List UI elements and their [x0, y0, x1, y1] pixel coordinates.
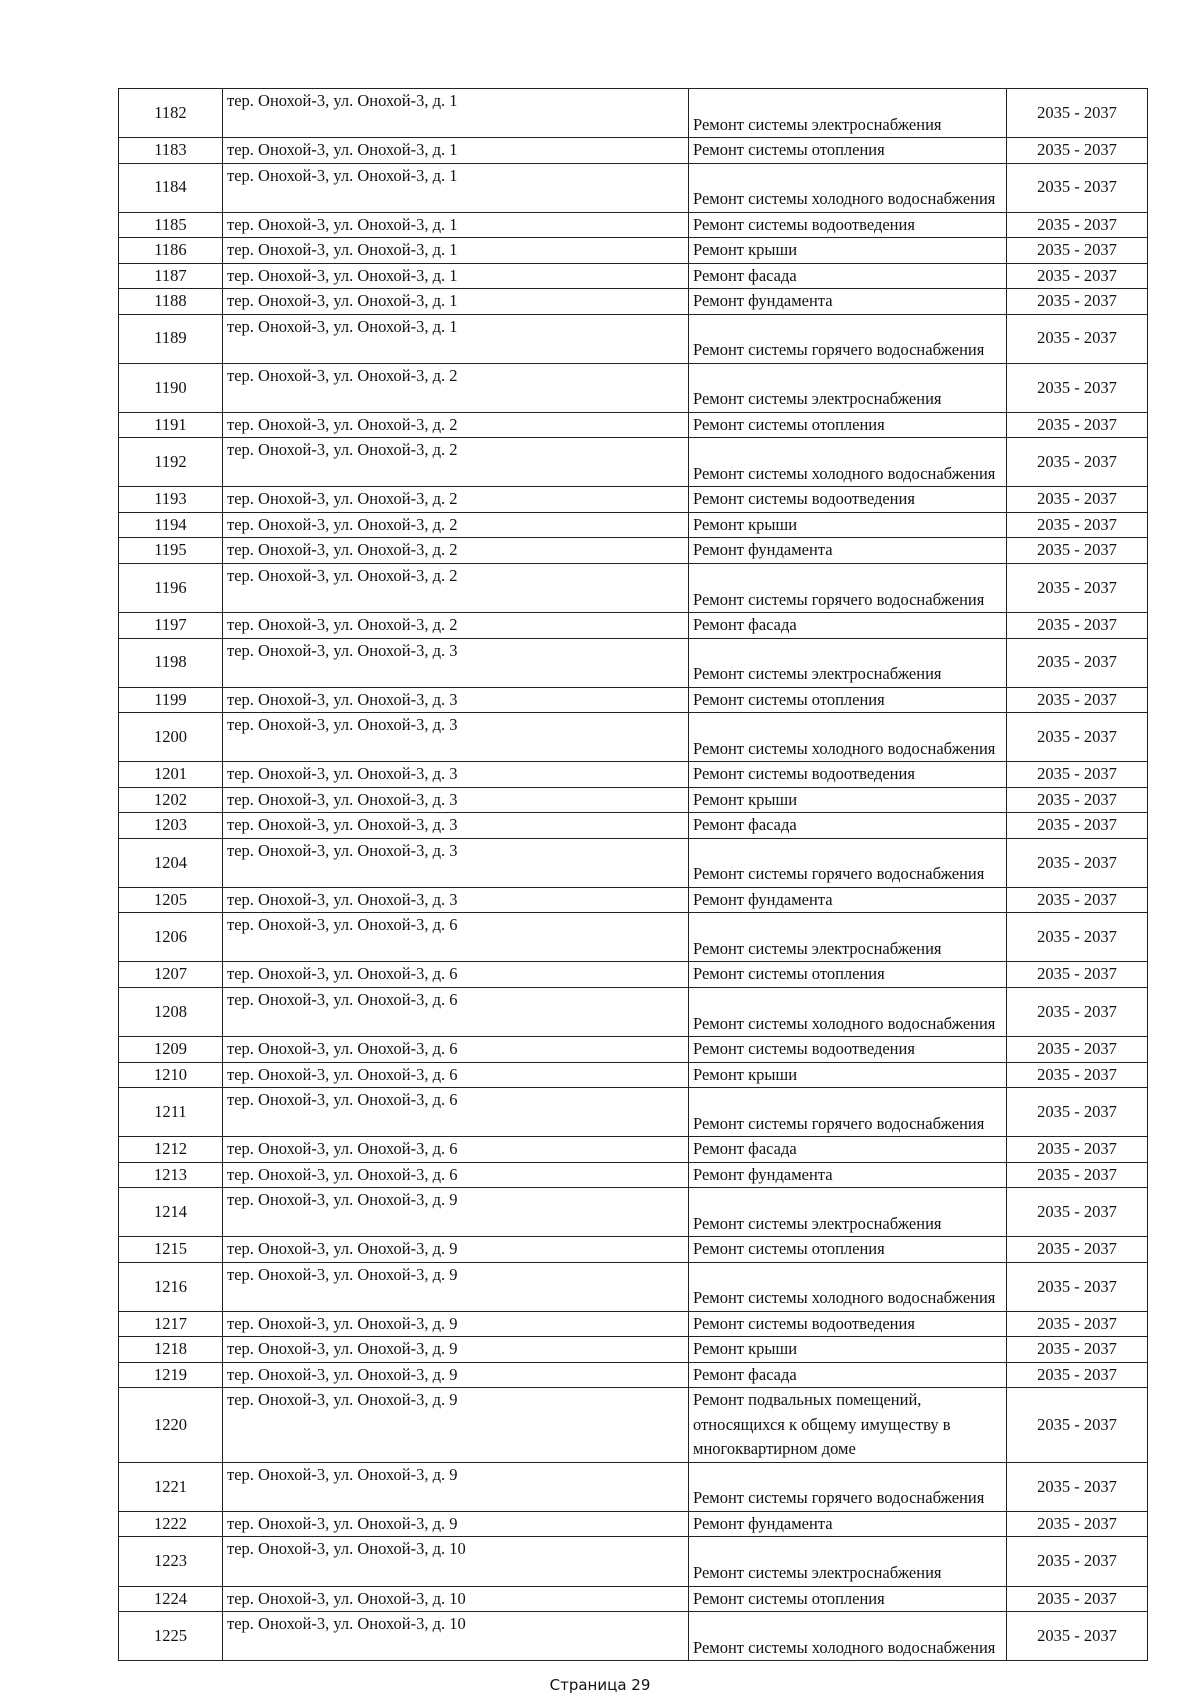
- table-row: [119, 987, 1148, 1036]
- row-work-type: Ремонт фундамента: [689, 538, 1007, 564]
- row-period: 2035 - 2037: [1007, 289, 1148, 315]
- row-number: 1195: [119, 538, 223, 564]
- row-address: тер. Онохой-3, ул. Онохой-3, д. 1: [223, 212, 689, 238]
- row-number: 1200: [119, 713, 223, 762]
- row-number: 1205: [119, 887, 223, 913]
- row-number: 1208: [119, 987, 223, 1036]
- row-work-type: Ремонт подвальных помещений, относящихся к общему имуществу в многоквартирном доме: [689, 1388, 1007, 1463]
- row-number: 1183: [119, 138, 223, 164]
- row-period: 2035 - 2037: [1007, 314, 1148, 363]
- row-number: 1191: [119, 412, 223, 438]
- row-address: тер. Онохой-3, ул. Онохой-3, д. 9: [223, 1362, 689, 1388]
- table-row: [119, 638, 1148, 687]
- table-row: [119, 89, 1148, 138]
- table-row: [119, 887, 1148, 913]
- row-work-type: Ремонт системы холодного водоснабжения: [689, 438, 1007, 487]
- row-work-type: Ремонт системы отопления: [689, 412, 1007, 438]
- row-number: 1223: [119, 1537, 223, 1586]
- table-row: [119, 1586, 1148, 1612]
- row-period: 2035 - 2037: [1007, 887, 1148, 913]
- row-address: тер. Онохой-3, ул. Онохой-3, д. 1: [223, 314, 689, 363]
- row-period: 2035 - 2037: [1007, 1062, 1148, 1088]
- row-address: тер. Онохой-3, ул. Онохой-3, д. 1: [223, 263, 689, 289]
- row-number: 1217: [119, 1311, 223, 1337]
- row-period: 2035 - 2037: [1007, 412, 1148, 438]
- table-row: [119, 1537, 1148, 1586]
- row-address: тер. Онохой-3, ул. Онохой-3, д. 9: [223, 1337, 689, 1363]
- table-row: [119, 212, 1148, 238]
- row-period: 2035 - 2037: [1007, 1311, 1148, 1337]
- row-period: 2035 - 2037: [1007, 238, 1148, 264]
- row-number: 1219: [119, 1362, 223, 1388]
- table-row: [119, 538, 1148, 564]
- row-work-type: Ремонт фасада: [689, 813, 1007, 839]
- row-address: тер. Онохой-3, ул. Онохой-3, д. 9: [223, 1311, 689, 1337]
- table-row: [119, 289, 1148, 315]
- row-period: 2035 - 2037: [1007, 1537, 1148, 1586]
- row-period: 2035 - 2037: [1007, 538, 1148, 564]
- table-row: [119, 1612, 1148, 1661]
- row-period: 2035 - 2037: [1007, 263, 1148, 289]
- row-number: 1221: [119, 1462, 223, 1511]
- row-work-type: Ремонт системы горячего водоснабжения: [689, 838, 1007, 887]
- row-work-type: Ремонт фасада: [689, 1137, 1007, 1163]
- row-number: 1203: [119, 813, 223, 839]
- row-address: тер. Онохой-3, ул. Онохой-3, д. 6: [223, 1037, 689, 1063]
- row-period: 2035 - 2037: [1007, 638, 1148, 687]
- row-work-type: Ремонт крыши: [689, 238, 1007, 264]
- row-address: тер. Онохой-3, ул. Онохой-3, д. 10: [223, 1612, 689, 1661]
- row-address: тер. Онохой-3, ул. Онохой-3, д. 3: [223, 713, 689, 762]
- row-work-type: Ремонт крыши: [689, 1062, 1007, 1088]
- row-number: 1213: [119, 1162, 223, 1188]
- row-work-type: Ремонт системы отопления: [689, 1237, 1007, 1263]
- table-row: [119, 1362, 1148, 1388]
- row-period: 2035 - 2037: [1007, 713, 1148, 762]
- row-work-type: Ремонт системы водоотведения: [689, 1037, 1007, 1063]
- table-row: [119, 913, 1148, 962]
- table-row: [119, 238, 1148, 264]
- row-period: 2035 - 2037: [1007, 787, 1148, 813]
- table-row: [119, 412, 1148, 438]
- row-period: 2035 - 2037: [1007, 1612, 1148, 1661]
- row-work-type: Ремонт крыши: [689, 787, 1007, 813]
- row-address: тер. Онохой-3, ул. Онохой-3, д. 1: [223, 163, 689, 212]
- row-number: 1211: [119, 1088, 223, 1137]
- row-work-type: Ремонт системы электроснабжения: [689, 913, 1007, 962]
- table-row: [119, 687, 1148, 713]
- table-row: [119, 1062, 1148, 1088]
- row-number: 1187: [119, 263, 223, 289]
- table-row: [119, 1511, 1148, 1537]
- row-number: 1186: [119, 238, 223, 264]
- row-period: 2035 - 2037: [1007, 962, 1148, 988]
- row-number: 1202: [119, 787, 223, 813]
- row-work-type: Ремонт крыши: [689, 1337, 1007, 1363]
- table-row: [119, 1462, 1148, 1511]
- row-work-type: Ремонт фасада: [689, 613, 1007, 639]
- row-address: тер. Онохой-3, ул. Онохой-3, д. 2: [223, 538, 689, 564]
- row-work-type: Ремонт системы водоотведения: [689, 762, 1007, 788]
- row-period: 2035 - 2037: [1007, 1388, 1148, 1463]
- row-address: тер. Онохой-3, ул. Онохой-3, д. 10: [223, 1586, 689, 1612]
- row-work-type: Ремонт фундамента: [689, 887, 1007, 913]
- row-work-type: Ремонт системы горячего водоснабжения: [689, 1088, 1007, 1137]
- row-period: 2035 - 2037: [1007, 987, 1148, 1036]
- row-address: тер. Онохой-3, ул. Онохой-3, д. 9: [223, 1188, 689, 1237]
- row-number: 1184: [119, 163, 223, 212]
- row-period: 2035 - 2037: [1007, 512, 1148, 538]
- row-work-type: Ремонт системы отопления: [689, 962, 1007, 988]
- row-period: 2035 - 2037: [1007, 1037, 1148, 1063]
- row-number: 1188: [119, 289, 223, 315]
- table-row: [119, 512, 1148, 538]
- row-address: тер. Онохой-3, ул. Онохой-3, д. 10: [223, 1537, 689, 1586]
- row-work-type: Ремонт системы горячего водоснабжения: [689, 563, 1007, 612]
- row-number: 1206: [119, 913, 223, 962]
- row-number: 1210: [119, 1062, 223, 1088]
- row-period: 2035 - 2037: [1007, 212, 1148, 238]
- table-row: [119, 713, 1148, 762]
- row-period: 2035 - 2037: [1007, 1137, 1148, 1163]
- table-row: [119, 1188, 1148, 1237]
- row-work-type: Ремонт системы отопления: [689, 138, 1007, 164]
- row-number: 1204: [119, 838, 223, 887]
- row-address: тер. Онохой-3, ул. Онохой-3, д. 2: [223, 487, 689, 513]
- row-number: 1212: [119, 1137, 223, 1163]
- row-number: 1185: [119, 212, 223, 238]
- row-address: тер. Онохой-3, ул. Онохой-3, д. 9: [223, 1262, 689, 1311]
- table-row: [119, 1088, 1148, 1137]
- row-address: тер. Онохой-3, ул. Онохой-3, д. 2: [223, 438, 689, 487]
- table-row: [119, 563, 1148, 612]
- row-period: 2035 - 2037: [1007, 1188, 1148, 1237]
- row-address: тер. Онохой-3, ул. Онохой-3, д. 9: [223, 1237, 689, 1263]
- row-number: 1194: [119, 512, 223, 538]
- row-number: 1225: [119, 1612, 223, 1661]
- table-row: [119, 487, 1148, 513]
- table-row: [119, 762, 1148, 788]
- row-address: тер. Онохой-3, ул. Онохой-3, д. 3: [223, 887, 689, 913]
- row-period: 2035 - 2037: [1007, 687, 1148, 713]
- row-work-type: Ремонт крыши: [689, 512, 1007, 538]
- table-row: [119, 962, 1148, 988]
- row-period: 2035 - 2037: [1007, 1162, 1148, 1188]
- row-address: тер. Онохой-3, ул. Онохой-3, д. 1: [223, 138, 689, 164]
- table-row: [119, 1388, 1148, 1463]
- row-address: тер. Онохой-3, ул. Онохой-3, д. 3: [223, 813, 689, 839]
- row-period: 2035 - 2037: [1007, 1362, 1148, 1388]
- row-number: 1220: [119, 1388, 223, 1463]
- row-address: тер. Онохой-3, ул. Онохой-3, д. 2: [223, 363, 689, 412]
- row-work-type: Ремонт системы холодного водоснабжения: [689, 1262, 1007, 1311]
- row-address: тер. Онохой-3, ул. Онохой-3, д. 9: [223, 1462, 689, 1511]
- row-address: тер. Онохой-3, ул. Онохой-3, д. 3: [223, 787, 689, 813]
- row-work-type: Ремонт системы электроснабжения: [689, 89, 1007, 138]
- row-period: 2035 - 2037: [1007, 1237, 1148, 1263]
- row-number: 1189: [119, 314, 223, 363]
- row-period: 2035 - 2037: [1007, 563, 1148, 612]
- row-number: 1216: [119, 1262, 223, 1311]
- row-number: 1201: [119, 762, 223, 788]
- row-address: тер. Онохой-3, ул. Онохой-3, д. 6: [223, 1088, 689, 1137]
- row-work-type: Ремонт системы холодного водоснабжения: [689, 987, 1007, 1036]
- table-row: [119, 314, 1148, 363]
- row-address: тер. Онохой-3, ул. Онохой-3, д. 1: [223, 89, 689, 138]
- table-row: [119, 1237, 1148, 1263]
- row-work-type: Ремонт системы электроснабжения: [689, 1188, 1007, 1237]
- row-work-type: Ремонт системы горячего водоснабжения: [689, 314, 1007, 363]
- row-address: тер. Онохой-3, ул. Онохой-3, д. 6: [223, 962, 689, 988]
- row-number: 1192: [119, 438, 223, 487]
- row-address: тер. Онохой-3, ул. Онохой-3, д. 1: [223, 289, 689, 315]
- row-period: 2035 - 2037: [1007, 1088, 1148, 1137]
- row-period: 2035 - 2037: [1007, 613, 1148, 639]
- row-period: 2035 - 2037: [1007, 138, 1148, 164]
- row-work-type: Ремонт системы электроснабжения: [689, 1537, 1007, 1586]
- row-period: 2035 - 2037: [1007, 363, 1148, 412]
- table-row: [119, 838, 1148, 887]
- row-work-type: Ремонт системы холодного водоснабжения: [689, 163, 1007, 212]
- table-row: [119, 438, 1148, 487]
- row-number: 1190: [119, 363, 223, 412]
- row-period: 2035 - 2037: [1007, 1262, 1148, 1311]
- row-address: тер. Онохой-3, ул. Онохой-3, д. 3: [223, 838, 689, 887]
- table-row: [119, 138, 1148, 164]
- row-work-type: Ремонт системы водоотведения: [689, 1311, 1007, 1337]
- row-address: тер. Онохой-3, ул. Онохой-3, д. 2: [223, 412, 689, 438]
- row-number: 1197: [119, 613, 223, 639]
- repair-schedule-table: [118, 88, 1148, 1661]
- row-period: 2035 - 2037: [1007, 89, 1148, 138]
- table-row: [119, 1337, 1148, 1363]
- row-work-type: Ремонт системы электроснабжения: [689, 363, 1007, 412]
- row-number: 1196: [119, 563, 223, 612]
- row-address: тер. Онохой-3, ул. Онохой-3, д. 1: [223, 238, 689, 264]
- row-period: 2035 - 2037: [1007, 1511, 1148, 1537]
- row-work-type: Ремонт фундамента: [689, 1162, 1007, 1188]
- row-number: 1222: [119, 1511, 223, 1537]
- row-work-type: Ремонт фундамента: [689, 289, 1007, 315]
- row-period: 2035 - 2037: [1007, 163, 1148, 212]
- table-row: [119, 1311, 1148, 1337]
- table-row: [119, 813, 1148, 839]
- row-work-type: Ремонт фундамента: [689, 1511, 1007, 1537]
- row-number: 1193: [119, 487, 223, 513]
- row-address: тер. Онохой-3, ул. Онохой-3, д. 3: [223, 638, 689, 687]
- row-address: тер. Онохой-3, ул. Онохой-3, д. 2: [223, 613, 689, 639]
- row-address: тер. Онохой-3, ул. Онохой-3, д. 6: [223, 1062, 689, 1088]
- row-period: 2035 - 2037: [1007, 813, 1148, 839]
- row-period: 2035 - 2037: [1007, 1337, 1148, 1363]
- row-number: 1182: [119, 89, 223, 138]
- row-address: тер. Онохой-3, ул. Онохой-3, д. 6: [223, 913, 689, 962]
- row-address: тер. Онохой-3, ул. Онохой-3, д. 9: [223, 1511, 689, 1537]
- row-period: 2035 - 2037: [1007, 1586, 1148, 1612]
- table-row: [119, 787, 1148, 813]
- row-period: 2035 - 2037: [1007, 487, 1148, 513]
- row-number: 1209: [119, 1037, 223, 1063]
- row-period: 2035 - 2037: [1007, 1462, 1148, 1511]
- table-row: [119, 263, 1148, 289]
- table-row: [119, 163, 1148, 212]
- row-work-type: Ремонт системы холодного водоснабжения: [689, 713, 1007, 762]
- row-period: 2035 - 2037: [1007, 913, 1148, 962]
- row-number: 1207: [119, 962, 223, 988]
- row-number: 1215: [119, 1237, 223, 1263]
- row-period: 2035 - 2037: [1007, 438, 1148, 487]
- row-work-type: Ремонт системы электроснабжения: [689, 638, 1007, 687]
- row-work-type: Ремонт системы водоотведения: [689, 487, 1007, 513]
- row-work-type: Ремонт системы водоотведения: [689, 212, 1007, 238]
- row-work-type: Ремонт системы отопления: [689, 687, 1007, 713]
- table-row: [119, 613, 1148, 639]
- row-number: 1198: [119, 638, 223, 687]
- row-address: тер. Онохой-3, ул. Онохой-3, д. 2: [223, 563, 689, 612]
- table-row: [119, 1162, 1148, 1188]
- row-work-type: Ремонт фасада: [689, 263, 1007, 289]
- row-work-type: Ремонт системы горячего водоснабжения: [689, 1462, 1007, 1511]
- table-row: [119, 1262, 1148, 1311]
- row-address: тер. Онохой-3, ул. Онохой-3, д. 9: [223, 1388, 689, 1463]
- row-address: тер. Онохой-3, ул. Онохой-3, д. 6: [223, 1162, 689, 1188]
- row-address: тер. Онохой-3, ул. Онохой-3, д. 6: [223, 1137, 689, 1163]
- table-row: [119, 1137, 1148, 1163]
- row-address: тер. Онохой-3, ул. Онохой-3, д. 6: [223, 987, 689, 1036]
- table-row: [119, 1037, 1148, 1063]
- row-address: тер. Онохой-3, ул. Онохой-3, д. 3: [223, 762, 689, 788]
- row-number: 1214: [119, 1188, 223, 1237]
- row-address: тер. Онохой-3, ул. Онохой-3, д. 2: [223, 512, 689, 538]
- row-work-type: Ремонт системы отопления: [689, 1586, 1007, 1612]
- page-footer: Страница 29: [549, 1676, 651, 1694]
- row-work-type: Ремонт фасада: [689, 1362, 1007, 1388]
- row-number: 1199: [119, 687, 223, 713]
- row-work-type: Ремонт системы холодного водоснабжения: [689, 1612, 1007, 1661]
- row-address: тер. Онохой-3, ул. Онохой-3, д. 3: [223, 687, 689, 713]
- row-number: 1218: [119, 1337, 223, 1363]
- row-period: 2035 - 2037: [1007, 762, 1148, 788]
- row-period: 2035 - 2037: [1007, 838, 1148, 887]
- row-number: 1224: [119, 1586, 223, 1612]
- table-row: [119, 363, 1148, 412]
- table-body: [119, 89, 1148, 1661]
